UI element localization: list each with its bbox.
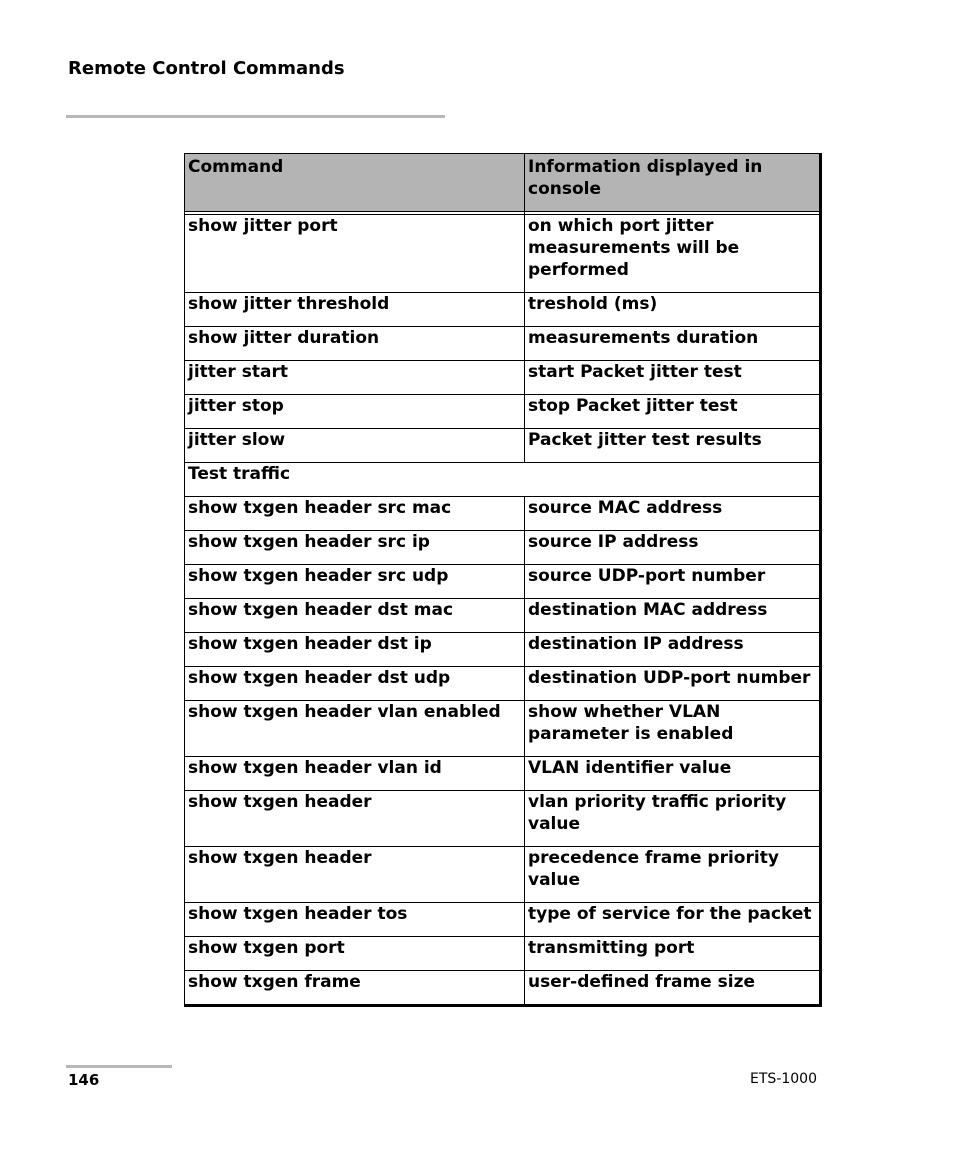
table-row xyxy=(185,847,821,903)
footer-divider xyxy=(66,1065,172,1068)
info-cell: source MAC address xyxy=(525,497,821,531)
command-cell: show txgen header src mac xyxy=(185,497,525,531)
table-row xyxy=(185,903,821,937)
table-row xyxy=(185,599,821,633)
info-cell: user-defined frame size xyxy=(525,971,821,1006)
table-row xyxy=(185,565,821,599)
commands-table xyxy=(184,153,822,1007)
command-cell: show jitter threshold xyxy=(185,293,525,327)
table-row xyxy=(185,531,821,565)
command-cell: show txgen header xyxy=(185,791,525,847)
table-row xyxy=(185,497,821,531)
info-cell: destination IP address xyxy=(525,633,821,667)
command-cell: jitter slow xyxy=(185,429,525,463)
command-cell: show txgen header dst ip xyxy=(185,633,525,667)
info-cell: stop Packet jitter test xyxy=(525,395,821,429)
table-row xyxy=(185,395,821,429)
command-cell: show txgen port xyxy=(185,937,525,971)
info-cell: destination MAC address xyxy=(525,599,821,633)
table-header xyxy=(185,154,821,212)
table-body xyxy=(185,212,821,1006)
info-cell: Packet jitter test results xyxy=(525,429,821,463)
command-cell: show jitter duration xyxy=(185,327,525,361)
command-cell: show txgen header tos xyxy=(185,903,525,937)
section-row xyxy=(185,463,821,497)
page-number: 146 xyxy=(68,1071,100,1089)
command-cell: jitter start xyxy=(185,361,525,395)
column-header-info: Information displayed in console xyxy=(525,154,821,212)
column-header-command: Command xyxy=(185,154,525,212)
table-row xyxy=(185,633,821,667)
table-row xyxy=(185,701,821,757)
command-cell: show txgen header src udp xyxy=(185,565,525,599)
table-row xyxy=(185,791,821,847)
info-cell: source IP address xyxy=(525,531,821,565)
info-cell: VLAN identifier value xyxy=(525,757,821,791)
info-cell: precedence frame priority value xyxy=(525,847,821,903)
command-cell: show jitter port xyxy=(185,215,525,293)
command-cell: show txgen header dst udp xyxy=(185,667,525,701)
table-row xyxy=(185,293,821,327)
command-cell: show txgen frame xyxy=(185,971,525,1006)
command-cell: show txgen header vlan id xyxy=(185,757,525,791)
info-cell: destination UDP-port number xyxy=(525,667,821,701)
command-cell: show txgen header src ip xyxy=(185,531,525,565)
info-cell: on which port jitter measurements will be performed xyxy=(525,215,821,293)
command-cell: show txgen header xyxy=(185,847,525,903)
info-cell: type of service for the packet xyxy=(525,903,821,937)
table-row xyxy=(185,215,821,293)
table-row xyxy=(185,667,821,701)
header-divider xyxy=(66,115,445,118)
table-row xyxy=(185,757,821,791)
info-cell: start Packet jitter test xyxy=(525,361,821,395)
info-cell: vlan priority traffic priority value xyxy=(525,791,821,847)
table-row xyxy=(185,971,821,1006)
info-cell: source UDP-port number xyxy=(525,565,821,599)
table-row xyxy=(185,361,821,395)
table-row xyxy=(185,327,821,361)
info-cell: treshold (ms) xyxy=(525,293,821,327)
command-cell: jitter stop xyxy=(185,395,525,429)
info-cell: measurements duration xyxy=(525,327,821,361)
command-cell: show txgen header vlan enabled xyxy=(185,701,525,757)
table-row xyxy=(185,937,821,971)
info-cell: transmitting port xyxy=(525,937,821,971)
section-label: Test traffic xyxy=(185,463,821,497)
command-cell: show txgen header dst mac xyxy=(185,599,525,633)
table-row xyxy=(185,429,821,463)
info-cell: show whether VLAN parameter is enabled xyxy=(525,701,821,757)
document-name: ETS-1000 xyxy=(750,1071,817,1087)
section-title: Remote Control Commands xyxy=(68,58,345,79)
